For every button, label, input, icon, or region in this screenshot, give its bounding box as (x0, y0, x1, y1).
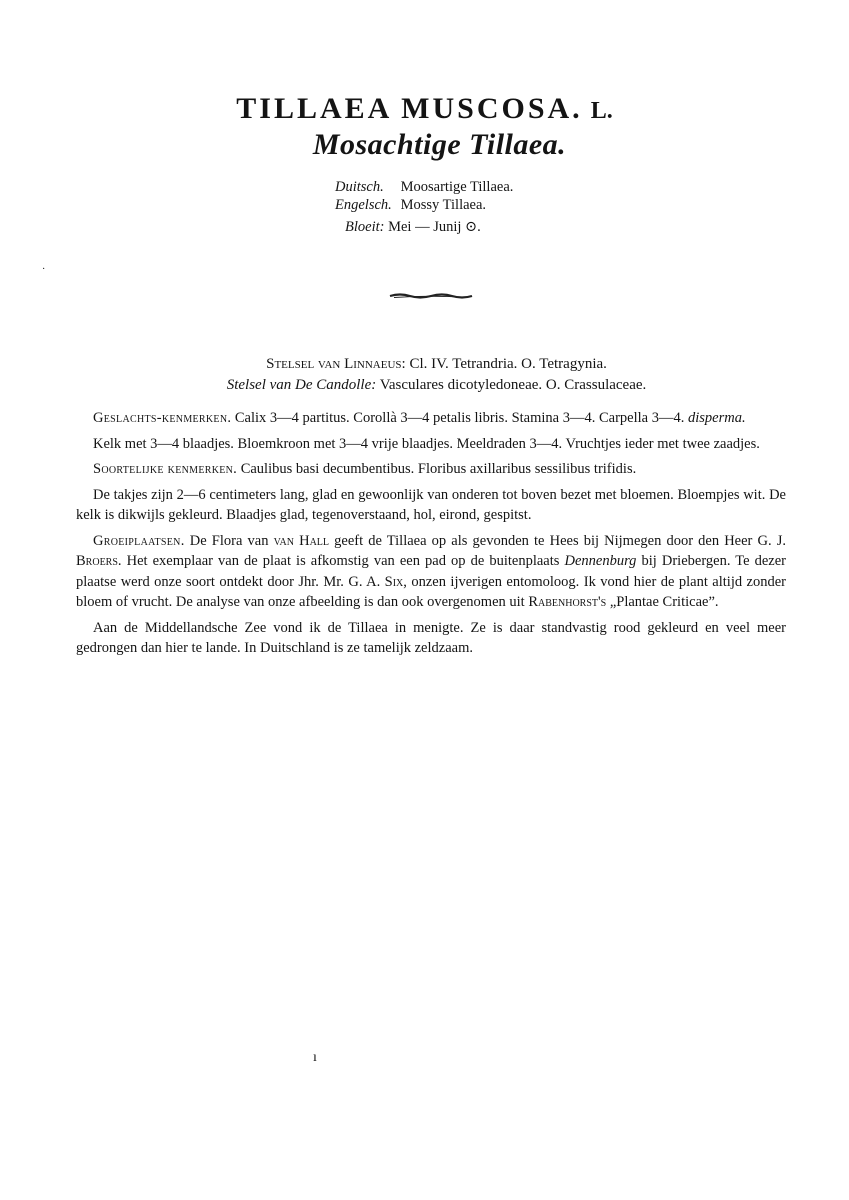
paragraph-text: „Plantae Criticae”. (606, 594, 719, 610)
candolle-value: Vasculares dicotyledoneae. O. Crassulaceae. (376, 377, 647, 393)
section-heading: Groeiplaatsen. (93, 532, 185, 549)
common-name-english (335, 196, 513, 214)
species-description-dutch: De takjes zijn 2—6 centimeters lang, glad en gewoonlijk van onderen tot boven bezet met bloemen. Bloempjes wit. De kelk is dikwijls gekleurd. Blaadjes glad, tegenoverstaand, hol, eirond, gespitst. (76, 486, 786, 523)
author-abbrev: L. (590, 98, 613, 124)
paragraph-text: bij Driebergen. Te dezer plaatse werd onze soort ontdekt door Jhr. Mr. G. A. (76, 553, 786, 590)
genus-description-dutch: Kelk met 3—4 blaadjes. Bloemkroon met 3—4 vrije blaadjes. Meeldraden 3—4. Vruchtjes ieder met twee zaadjes. (93, 435, 760, 452)
habitat (76, 531, 786, 613)
common-name: Mossy Tillaea. (400, 197, 487, 213)
stray-mark: · (42, 264, 46, 275)
ornament-divider (388, 292, 474, 300)
common-names (335, 178, 513, 214)
genus-characteristics (76, 408, 786, 429)
language-label: Duitsch. (335, 179, 384, 195)
paragraph-italic: disperma. (687, 410, 746, 426)
paragraph-text: Calix 3—4 partitus. Corollà 3—4 petalis libris. Stamina 3—4. Carpella 3—4. (231, 410, 688, 426)
common-name-german (335, 178, 513, 196)
linnaeus-value: : Cl. IV. Tetrandria. O. Tetragynia. (401, 356, 607, 372)
bloom-value: Mei — Junij ⊙. (388, 219, 481, 235)
description-body (76, 408, 786, 664)
bloom-label: Bloeit: (345, 219, 385, 235)
paragraph-text: , onzen ijverigen entomoloog. Ik vond hier de plant altijd zonder bloem of vrucht. De analyse van onze afbeelding is dan ook overgenomen uit (76, 573, 786, 610)
person-name: Six (384, 573, 404, 590)
paragraph-text: geeft de Tillaea op als gevonden te Hees bij Nijmegen door den Heer G. J. (329, 532, 786, 549)
person-name: Broers (76, 553, 118, 569)
section-heading: Geslachts-kenmerken. (93, 410, 232, 426)
paragraph-text: . Het exemplaar van de plaat is afkomstig van een pad op de buitenplaats (117, 553, 565, 569)
page-title (0, 92, 849, 126)
linnaeus-system (0, 356, 849, 373)
page-subtitle: Mosachtige Tillaea. (312, 128, 567, 161)
linnaeus-label: Stelsel van Linnaeus (266, 356, 402, 372)
person-name: Rabenhorst's (528, 594, 607, 610)
paragraph-text: Caulibus basi decumbentibus. Floribus axillaribus sessilibus trifidis. (237, 461, 637, 477)
person-name: van Hall (273, 532, 330, 549)
common-name: Moosartige Tillaea. (400, 179, 514, 195)
paragraph-text: De Flora van (184, 532, 274, 549)
page-mark: ı (313, 1050, 317, 1065)
section-heading: Soortelijke kenmerken. (93, 461, 238, 477)
language-label: Engelsch. (335, 197, 392, 213)
candolle-system (0, 377, 849, 394)
mediterranean-note: Aan de Middellandsche Zee vond ik de Tillaea in menigte. Ze is daar standvastig rood gekleurd en veel meer gedrongen dan hier te lande. In Duitschland is ze tamelijk zeldzaam. (76, 619, 786, 656)
place-name: Dennenburg (564, 553, 637, 569)
species-name: TILLAEA MUSCOSA. (236, 92, 583, 125)
candolle-label: Stelsel van De Candolle: (226, 377, 377, 393)
bloom-period (345, 219, 481, 236)
species-characteristics (76, 459, 786, 480)
